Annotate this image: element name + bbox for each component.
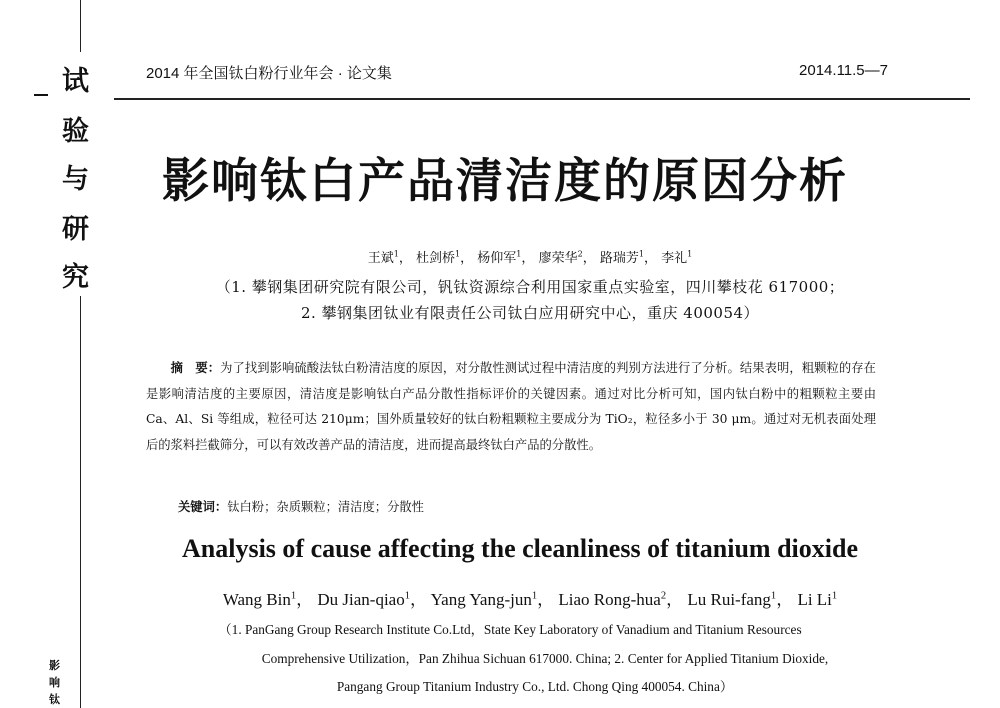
affiliation-en-line: Pangang Group Titanium Industry Co., Ltd. Chong Qing 400054. China） bbox=[336, 679, 734, 694]
paper-title-en: Analysis of cause affecting the cleanliness of titanium dioxide bbox=[182, 534, 858, 563]
keywords-text: 钛白粉；杂质颗粒；清洁度；分散性 bbox=[227, 500, 424, 514]
author: Yang Yang-jun bbox=[430, 590, 532, 609]
author: Li Li bbox=[797, 590, 832, 609]
sidebar-dash bbox=[34, 94, 48, 96]
author: 廖荣华 bbox=[538, 251, 578, 266]
header-rule bbox=[114, 98, 970, 100]
paper-title-cn: 影响钛白产品清洁度的原因分析 bbox=[162, 154, 848, 209]
author: Wang Bin bbox=[222, 590, 291, 609]
author: Liao Rong-hua bbox=[558, 590, 661, 609]
authors-cn: 王斌$^1$， 杜剑桥$^1$， 杨仰军$^1$， 廖荣华$^2$， 路瑞芳$^1$， 李礼$^1$ bbox=[367, 249, 693, 266]
running-header-title: 2014 年全国钛白粉行业年会 · 论文集 bbox=[146, 65, 392, 82]
abstract-text: 为了找到影响硫酸法钛白粉清洁度的原因，对分散性测试过程中清洁度的判别方法进行了分析。结果表明，粗颗粒的存在是影响清洁度的主要原因，清洁度是影响钛白产品分散性指标评价的关键因素。通过对比分析可知，国内钛白粉中的粗颗粒主要由 Ca、Al、Si 等组成，粒径可达 210μm；国外质量较好的钛白粉粗颗粒主要成分为 TiO₂，粒径多小于 30 μm。通过对无机表面处理后的浆料拦截筛分，可以有效改善产品的清洁度，进而提高最终钛白产品的分散性。 bbox=[146, 361, 876, 452]
sidebar-char: 研 bbox=[62, 214, 89, 245]
affiliation-en-line: （1. PanGang Group Research Institute Co.Ltd，State Key Laboratory of Vanadium and Titanium Resources bbox=[218, 622, 802, 637]
abstract bbox=[146, 356, 876, 458]
sidebar-char: 验 bbox=[62, 116, 89, 147]
sidebar-small-char: 影 bbox=[49, 659, 60, 672]
affiliation-cn-line: 2. 攀钢集团钛业有限责任公司钛白应用研究中心，重庆 400054） bbox=[300, 304, 760, 322]
sidebar-char: 与 bbox=[62, 164, 89, 195]
sidebar-char: 究 bbox=[62, 262, 89, 293]
keywords bbox=[178, 497, 424, 515]
abstract-label: 摘 要： bbox=[170, 361, 221, 375]
author: 杜剑桥 bbox=[416, 251, 456, 266]
affiliation-en-line: Comprehensive Utilization，Pan Zhihua Sichuan 617000. China; 2. Center for Applied Titanium Dioxide, bbox=[261, 651, 829, 666]
author: Du Jian-qiao bbox=[317, 590, 405, 609]
keywords-label: 关键词： bbox=[178, 500, 228, 514]
authors-en: Wang Bin$^1$， Du Jian-qiao$^1$， Yang Yang-jun$^1$， Liao Rong-hua$^2$， Lu Rui-fang$^1$， Li Li$^1$ bbox=[222, 590, 838, 609]
sidebar-small-char: 钛 bbox=[49, 693, 60, 706]
margin-rule bbox=[80, 296, 81, 708]
affiliation-cn-line: （1. 攀钢集团研究院有限公司，钒钛资源综合利用国家重点实验室，四川攀枝花 617000； bbox=[215, 278, 845, 296]
sidebar-small-char: 响 bbox=[49, 676, 60, 689]
author: 王斌 bbox=[367, 251, 394, 266]
author: Lu Rui-fang bbox=[687, 590, 771, 609]
author: 李礼 bbox=[661, 251, 688, 266]
margin-rule-top bbox=[80, 0, 81, 52]
author: 杨仰军 bbox=[477, 251, 517, 266]
sidebar-char: 试 bbox=[62, 66, 89, 97]
author: 路瑞芳 bbox=[599, 251, 639, 266]
running-header-date: 2014.11.5—7 bbox=[799, 62, 888, 79]
